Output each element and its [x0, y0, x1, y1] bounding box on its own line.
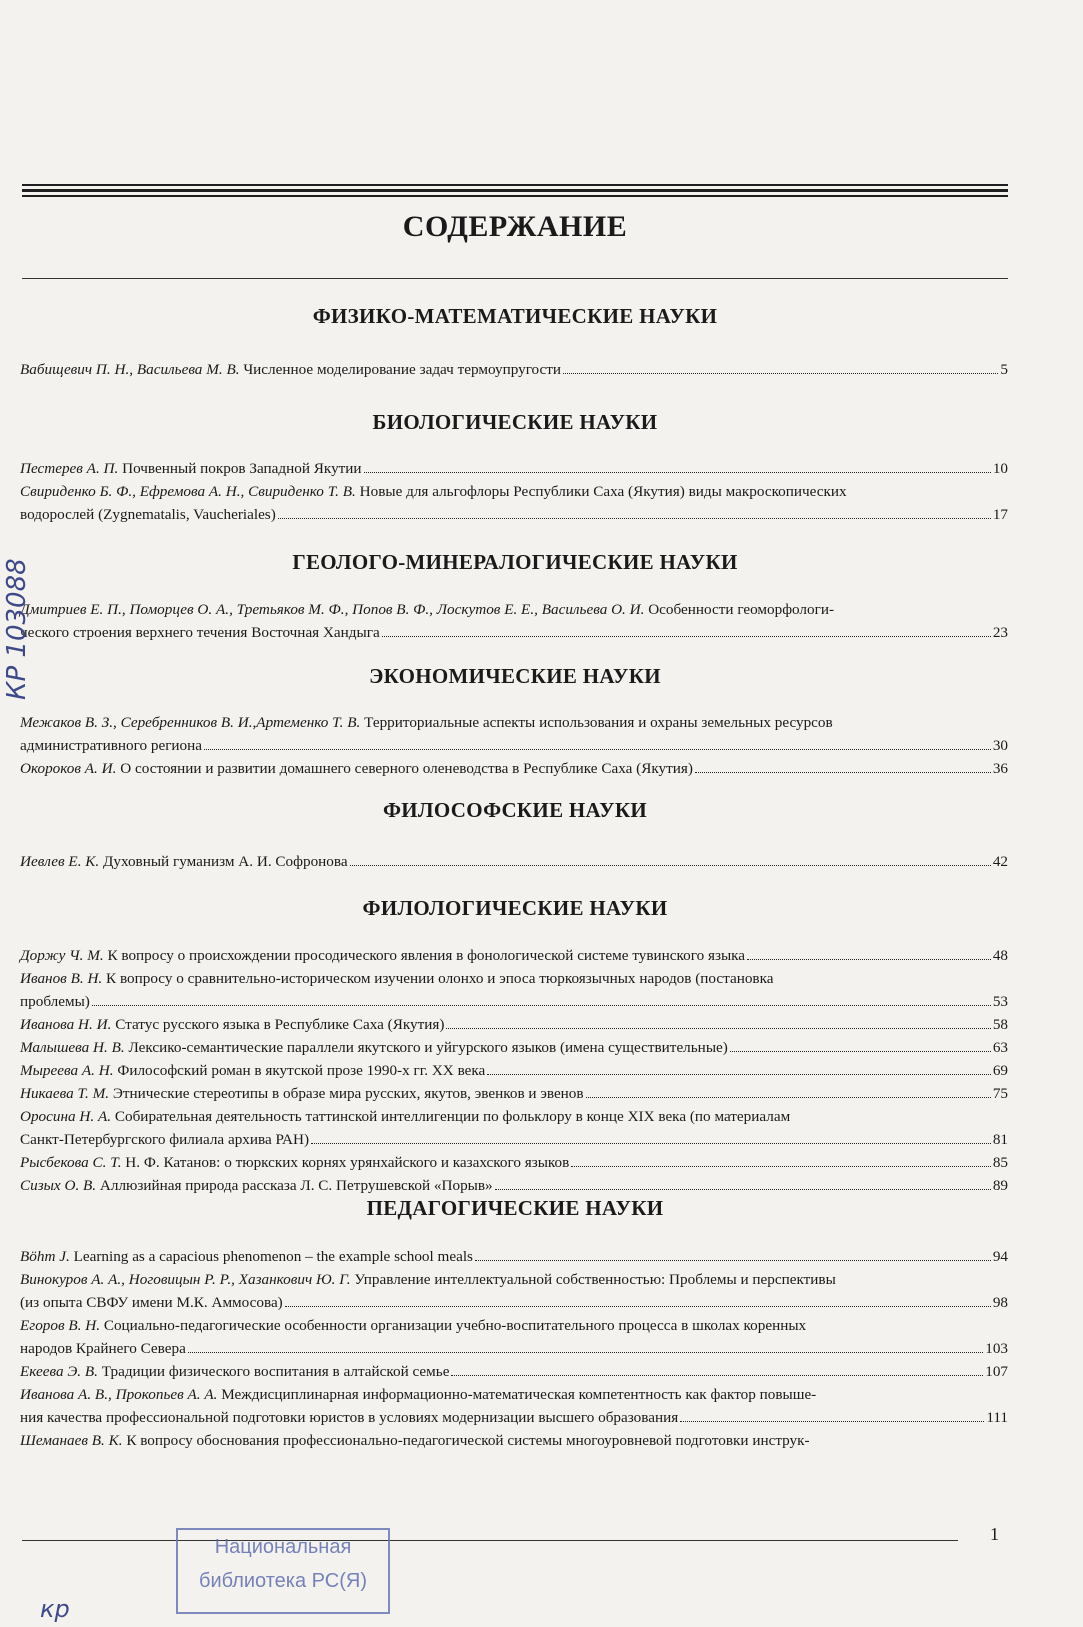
entry-authors: Никаева Т. М. [20, 1085, 110, 1102]
entry-page-number: 30 [992, 737, 1008, 754]
page-title: СОДЕРЖАНИЕ [402, 210, 628, 243]
toc-entry[interactable] [20, 967, 1008, 1013]
leader-dots [285, 1306, 991, 1307]
leader-dots [586, 1097, 991, 1098]
section-heading: БИОЛОГИЧЕСКИЕ НАУКИ [372, 410, 658, 434]
entry-page-number: 36 [992, 760, 1008, 777]
entry-text [20, 1360, 449, 1383]
title-divider [22, 278, 1008, 279]
entry-title: Learning as a capacious phenomenon – the example school meals [73, 1248, 473, 1265]
leader-dots [364, 472, 991, 473]
leader-dots [278, 518, 991, 519]
entry-page-number: 98 [992, 1294, 1008, 1311]
entry-title: Управление интеллектуальной собственностью: Проблемы и перспективы [354, 1271, 836, 1288]
entry-page-number: 42 [992, 853, 1008, 870]
entry-title: Аллюзийная природа рассказа Л. С. Петрушевской «Порыв» [99, 1177, 493, 1194]
entry-text [20, 1383, 816, 1406]
section-heading: ФИЛОСОФСКИЕ НАУКИ [382, 798, 648, 822]
entry-authors: Иванова Н. И. [20, 1016, 112, 1033]
entry-title-continued: ческого строения верхнего течения Восточная Хандыга [20, 624, 380, 641]
leader-dots [188, 1352, 983, 1353]
toc-entry[interactable] [20, 480, 1008, 526]
leader-dots [204, 749, 991, 750]
leader-dots [446, 1028, 990, 1029]
leader-dots [747, 959, 991, 960]
entry-title: Традиции физического воспитания в алтайской семье [101, 1363, 450, 1380]
entry-authors: Малышева Н. В. [20, 1039, 125, 1056]
entry-title: Территориальные аспекты использования и охраны земельных ресурсов [364, 714, 833, 731]
entry-authors: Шеманаев В. К. [20, 1432, 123, 1449]
handwritten-initials: кр [40, 1595, 70, 1623]
entry-title-continued: Санкт-Петербургского филиала архива РАН) [20, 1131, 310, 1148]
entry-text [20, 1036, 728, 1059]
entry-page-number: 89 [992, 1177, 1008, 1194]
toc-entry[interactable] [20, 1082, 1008, 1105]
entry-text [20, 480, 847, 503]
toc-entry[interactable] [20, 1314, 1008, 1360]
entry-title: Новые для альгофлоры Республики Саха (Якутия) виды макроскопических [359, 483, 847, 500]
toc-entry[interactable] [20, 711, 1008, 757]
section-heading: ГЕОЛОГО-МИНЕРАЛОГИЧЕСКИЕ НАУКИ [292, 550, 738, 574]
entry-title: Этнические стереотипы в образе мира русских, якутов, эвенков и эвенов [112, 1085, 584, 1102]
entry-authors: Оросина Н. А. [20, 1108, 112, 1125]
entry-text [20, 1105, 790, 1128]
entry-authors: Свириденко Б. Ф., Ефремова А. Н., Свириденко Т. В. [20, 483, 356, 500]
entry-text [20, 1314, 806, 1337]
handwritten-shelfmark: КР 103088 [2, 558, 32, 700]
toc-entry[interactable] [20, 1036, 1008, 1059]
entry-title-continued: ния качества профессиональной подготовки юристов в условиях модернизации высшего образования [20, 1409, 679, 1426]
entry-page-number: 107 [985, 1363, 1008, 1380]
leader-dots [695, 772, 991, 773]
stamp-line-1: Национальная [214, 1536, 352, 1558]
entry-title: К вопросу о сравнительно-историческом изучении олонхо и эпоса тюркоязычных народов (постановка [106, 970, 774, 987]
entry-title: Почвенный покров Западной Якутии [122, 460, 362, 477]
entry-page-number: 17 [992, 506, 1008, 523]
entry-text [20, 358, 561, 381]
page-number: 1 [990, 1524, 999, 1544]
entry-authors: Рысбекова С. Т. [20, 1154, 122, 1171]
entry-title: Духовный гуманизм А. И. Софронова [102, 853, 348, 870]
entry-authors: Böhm J. [20, 1248, 70, 1265]
entry-page-number: 58 [992, 1016, 1008, 1033]
section-heading: ФИЛОЛОГИЧЕСКИЕ НАУКИ [362, 896, 668, 920]
leader-dots [451, 1375, 983, 1376]
entry-authors: Вабищевич П. Н., Васильева М. В. [20, 361, 240, 378]
toc-entry[interactable] [20, 1383, 1008, 1429]
entry-title: Социально-педагогические особенности организации учебно-воспитательного процесса в школах коренных [103, 1317, 807, 1334]
entry-page-number: 85 [992, 1154, 1008, 1171]
entry-page-number: 75 [992, 1085, 1008, 1102]
leader-dots [92, 1005, 991, 1006]
leader-dots [487, 1074, 991, 1075]
leader-dots [311, 1143, 991, 1144]
toc-entry[interactable] [20, 944, 1008, 967]
entry-page-number: 48 [992, 947, 1008, 964]
entry-title: Междисциплинарная информационно-математическая компетентность как фактор повыше- [221, 1386, 817, 1403]
entry-page-number: 5 [1000, 361, 1008, 378]
toc-entry[interactable] [20, 1268, 1008, 1314]
leader-dots [495, 1189, 991, 1190]
entry-title-continued: (из опыта СВФУ имени М.К. Аммосова) [20, 1294, 283, 1311]
footer-rule [22, 1540, 958, 1541]
entry-authors: Мыреева А. Н. [20, 1062, 114, 1079]
toc-entry[interactable] [20, 1151, 1008, 1174]
toc-entry[interactable] [20, 1429, 1008, 1452]
entry-text [20, 711, 833, 734]
entry-text [20, 598, 834, 621]
entry-text [20, 1151, 569, 1174]
toc-entry[interactable] [20, 757, 1008, 780]
entry-authors: Егоров В. Н. [20, 1317, 101, 1334]
entry-title: Собирательная деятельность таттинской интеллигенции по фольклору в конце XIX века (по материалам [114, 1108, 791, 1125]
entry-text [20, 1059, 485, 1082]
toc-entry[interactable] [20, 1059, 1008, 1082]
entry-authors: Винокуров А. А., Ноговицын Р. Р., Хазанкович Ю. Г. [20, 1271, 351, 1288]
entry-title: Н. Ф. Катанов: о тюркских корнях урянхайского и казахского языков [125, 1154, 570, 1171]
section-heading: ФИЗИКО-МАТЕМАТИЧЕСКИЕ НАУКИ [312, 304, 718, 328]
entry-title: Лексико-семантические параллели якутского и уйгурского языков (имена существительные) [128, 1039, 728, 1056]
toc-entry[interactable] [20, 1174, 1008, 1197]
leader-dots [350, 865, 991, 866]
entry-authors: Пестерев А. П. [20, 460, 119, 477]
entry-authors: Иванов В. Н. [20, 970, 103, 987]
entry-authors: Окороков А. И. [20, 760, 117, 777]
entry-title-continued: проблемы) [20, 993, 90, 1010]
toc-entry[interactable] [20, 1245, 1008, 1268]
toc-entry[interactable] [20, 1105, 1008, 1151]
entry-page-number: 69 [992, 1062, 1008, 1079]
entry-title: О состоянии и развитии домашнего северного оленеводства в Республике Саха (Якутия) [120, 760, 693, 777]
entry-authors: Иванова А. В., Прокопьев А. А. [20, 1386, 218, 1403]
entry-title: Особенности геоморфологи- [648, 601, 835, 618]
toc-entry[interactable] [20, 358, 1008, 381]
leader-dots [571, 1166, 991, 1167]
entry-title-continued: административного региона [20, 737, 203, 754]
entry-page-number: 94 [992, 1248, 1008, 1265]
entry-text [20, 1174, 493, 1197]
entry-authors: Доржу Ч. М. [20, 947, 104, 964]
library-stamp [176, 1528, 390, 1614]
entry-page-number: 81 [992, 1131, 1008, 1148]
leader-dots [730, 1051, 991, 1052]
entry-title: Статус русского языка в Республике Саха (Якутия) [115, 1016, 445, 1033]
entry-authors: Иевлев Е. К. [20, 853, 100, 870]
toc-entry[interactable] [20, 850, 1008, 873]
toc-entry[interactable] [20, 457, 1008, 480]
entry-authors: Екеева Э. В. [20, 1363, 98, 1380]
entry-text [20, 1245, 473, 1268]
entry-text [20, 1429, 810, 1452]
entry-page-number: 63 [992, 1039, 1008, 1056]
entry-title: Философский роман в якутской прозе 1990-х гг. XX века [117, 1062, 486, 1079]
toc-entry[interactable] [20, 598, 1008, 644]
entry-title-continued: народов Крайнего Севера [20, 1340, 186, 1357]
entry-page-number: 10 [992, 460, 1008, 477]
entry-page-number: 53 [992, 993, 1008, 1010]
section-heading: ЭКОНОМИЧЕСКИЕ НАУКИ [369, 664, 661, 688]
stamp-line-2: библиотека РС(Я) [199, 1570, 367, 1592]
entry-text [20, 757, 693, 780]
entry-text [20, 1082, 584, 1105]
entry-authors: Дмитриев Е. П., Поморцев О. А., Третьяков М. Ф., Попов В. Ф., Лоскутов Е. Е., Васильева О. И. [20, 601, 645, 618]
entry-title: Численное моделирование задач термоупругости [243, 361, 562, 378]
toc-entry[interactable] [20, 1013, 1008, 1036]
entry-title: К вопросу о происхождении просодического явления в фонологической системе тувинского языка [107, 947, 746, 964]
entry-page-number: 103 [985, 1340, 1008, 1357]
entry-title-continued: водорослей (Zygnematalis, Vaucheriales) [20, 506, 276, 523]
entry-text [20, 1013, 444, 1036]
leader-dots [475, 1260, 991, 1261]
entry-page-number: 23 [992, 624, 1008, 641]
leader-dots [680, 1421, 984, 1422]
section-heading: ПЕДАГОГИЧЕСКИЕ НАУКИ [366, 1196, 664, 1220]
leader-dots [563, 373, 998, 374]
entry-text [20, 457, 362, 480]
entry-title: К вопросу обоснования профессионально-педагогической системы многоуровневой подготовки инструк- [126, 1432, 810, 1449]
entry-text [20, 967, 773, 990]
entry-authors: Сизых О. В. [20, 1177, 97, 1194]
entry-page-number: 111 [986, 1409, 1008, 1426]
toc-entry[interactable] [20, 1360, 1008, 1383]
leader-dots [382, 636, 991, 637]
entry-text [20, 944, 745, 967]
entry-text [20, 850, 348, 873]
entry-authors: Межаков В. З., Серебренников В. И.,Артеменко Т. В. [20, 714, 361, 731]
entry-text [20, 1268, 836, 1291]
